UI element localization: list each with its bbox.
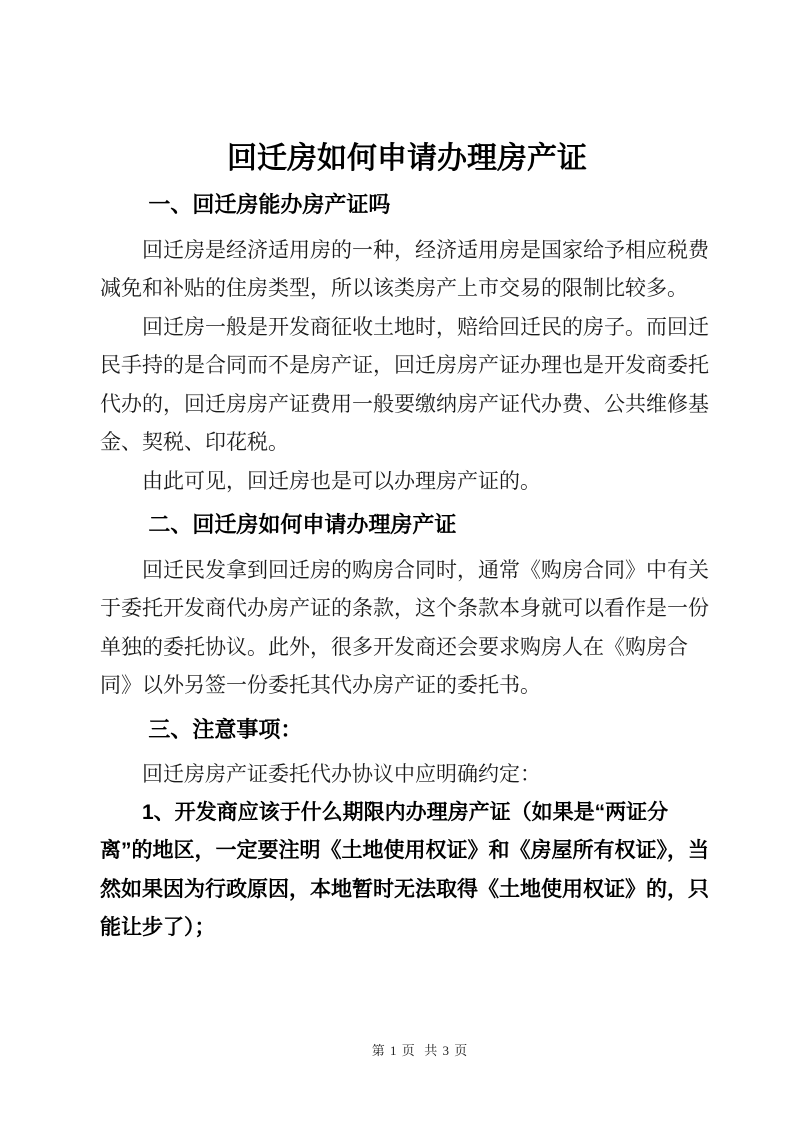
page-footer — [0, 1040, 800, 1059]
section-1-paragraph-3: 由此可见，回迁房也是可以办理房产证的。 — [142, 468, 541, 493]
section-2-paragraph-1: 回迁民发拿到回迁房的购房合同时，通常《购房合同》中有关于委托开发商代办房产证的条款，这个条款本身就可以看作是一份单独的委托协议。此外，很多开发商还会要求购房人在《购房合同》以外另签一份委托其代办房产证的委托书。 — [100, 557, 709, 697]
section-3-heading: 三、注意事项： — [148, 716, 303, 742]
page-number-label: 第 1 页 共 3 页 — [371, 1043, 469, 1058]
section-1-paragraph-2: 回迁房一般是开发商征收土地时，赔给回迁民的房子。而回迁民手持的是合同而不是房产证，回迁房房产证办理也是开发商委托代办的，回迁房房产证费用一般要缴纳房产证代办费、公共维修基金、契税、印花税。 — [100, 314, 709, 454]
document-title: 回迁房如何申请办理房产证 — [227, 142, 587, 175]
section-3-note-item-1: 1、开发商应该于什么期限内办理房产证（如果是“两证分离”的地区，一定要注明《土地使用权证》和《房屋所有权证》，当然如果因为行政原因，本地暂时无法取得《土地使用权证》的，只能让步了）； — [100, 800, 709, 939]
section-3-paragraph-1: 回迁房房产证委托代办协议中应明确约定： — [142, 762, 541, 786]
section-1-heading: 一、回迁房能办房产证吗 — [148, 192, 391, 217]
section-2-heading: 二、回迁房如何申请办理房产证 — [148, 512, 457, 537]
section-1-paragraph-1: 回迁房是经济适用房的一种，经济适用房是国家给予相应税费减免和补贴的住房类型，所以该类房产上市交易的限制比较多。 — [100, 237, 709, 300]
